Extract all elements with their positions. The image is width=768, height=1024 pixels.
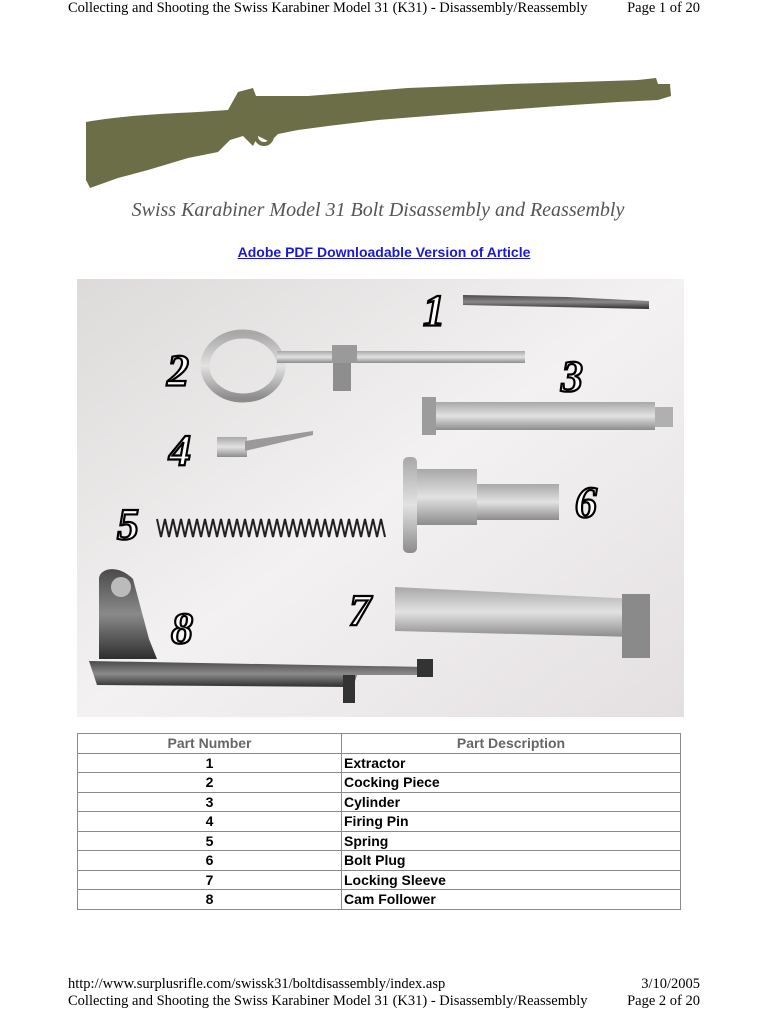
table-row (78, 812, 681, 832)
part-description: Locking Sleeve (342, 870, 681, 890)
label-6: 6 (575, 478, 597, 527)
part-number: 7 (78, 870, 342, 890)
label-8: 8 (171, 604, 193, 653)
page-footer-url-line (68, 976, 700, 993)
label-3: 3 (561, 352, 583, 401)
header-title: Collecting and Shooting the Swiss Karabiner Model 31 (K31) - Disassembly/Reassembly (68, 0, 588, 16)
part-description: Extractor (342, 753, 681, 773)
footer-page-number: Page 2 of 20 (627, 993, 700, 1009)
footer-url: http://www.surplusrifle.com/swissk31/boltdisassembly/index.asp (68, 976, 446, 992)
part-number: 6 (78, 851, 342, 871)
label-2: 2 (167, 346, 189, 395)
part-number: 5 (78, 831, 342, 851)
footer-date: 3/10/2005 (641, 976, 700, 992)
footer-title: Collecting and Shooting the Swiss Karabiner Model 31 (K31) - Disassembly/Reassembly (68, 993, 588, 1009)
table-row (78, 792, 681, 812)
part-description: Bolt Plug (342, 851, 681, 871)
part-description: Cam Follower (342, 890, 681, 910)
part-description: Cocking Piece (342, 773, 681, 793)
pdf-download-link[interactable]: Adobe PDF Downloadable Version of Article (237, 244, 531, 260)
page-header (68, 0, 700, 17)
part-number: 4 (78, 812, 342, 832)
table-row (78, 773, 681, 793)
header-part-description: Part Description (342, 734, 681, 754)
table-row (78, 851, 681, 871)
page-footer-header (68, 993, 700, 1010)
table-row (78, 831, 681, 851)
part-description: Firing Pin (342, 812, 681, 832)
part-description: Cylinder (342, 792, 681, 812)
cylinder-part (422, 397, 673, 435)
rifle-banner (78, 70, 690, 230)
table-row (78, 870, 681, 890)
label-5: 5 (117, 500, 139, 549)
table-row (78, 753, 681, 773)
bolt-parts-photo (77, 279, 684, 717)
header-page-number: Page 1 of 20 (627, 0, 700, 16)
part-number: 8 (78, 890, 342, 910)
part-number: 2 (78, 773, 342, 793)
label-1: 1 (423, 286, 445, 335)
part-number: 1 (78, 753, 342, 773)
part-number: 3 (78, 792, 342, 812)
parts-table (77, 733, 681, 910)
table-row (78, 890, 681, 910)
part-description: Spring (342, 831, 681, 851)
label-4: 4 (169, 426, 191, 475)
rifle-silhouette (86, 78, 671, 188)
banner-caption: Swiss Karabiner Model 31 Bolt Disassembly and Reassembly (131, 199, 625, 221)
table-header-row (78, 734, 681, 754)
label-7: 7 (349, 586, 371, 635)
header-part-number: Part Number (78, 734, 342, 754)
